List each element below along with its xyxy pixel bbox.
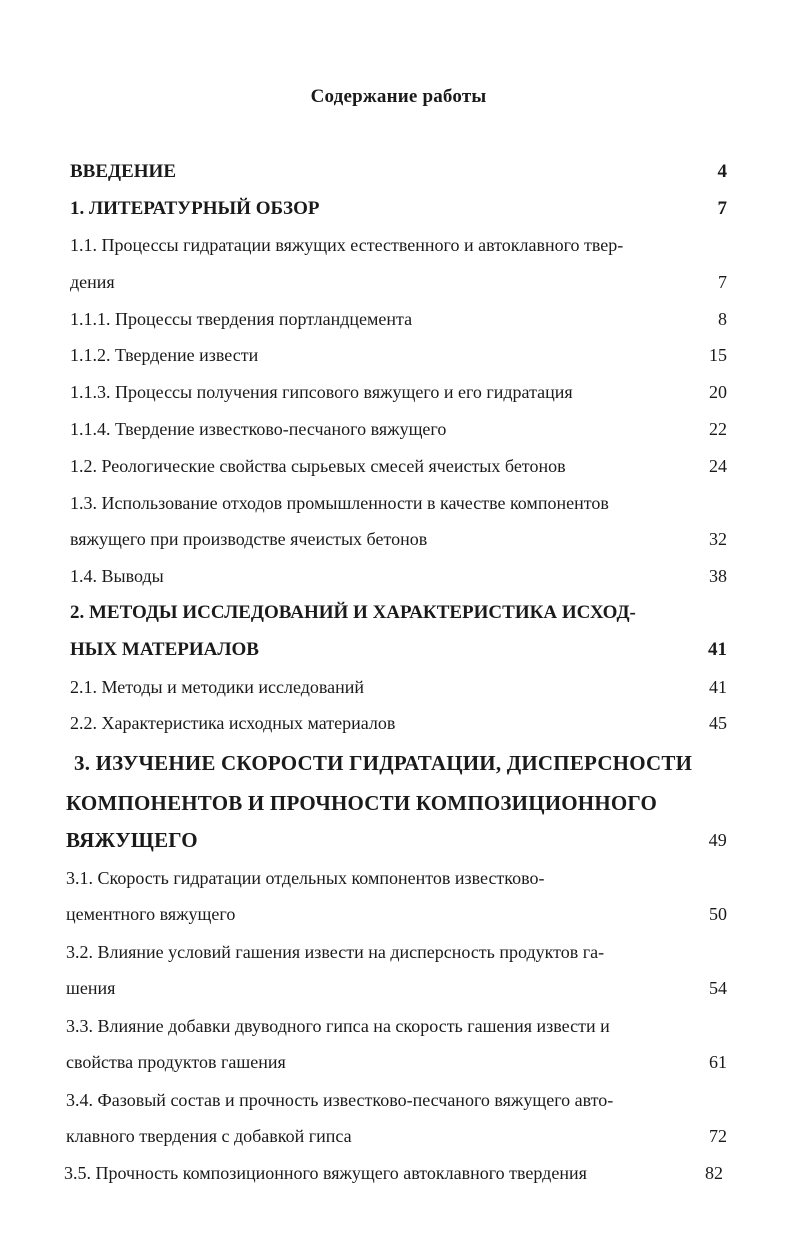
toc-page: 7 [718, 272, 727, 292]
toc-page: 7 [717, 198, 727, 219]
toc-line [70, 414, 727, 444]
toc-page: 41 [708, 639, 727, 660]
toc-page: 15 [709, 345, 727, 365]
toc-page: 38 [709, 566, 727, 586]
toc-line [66, 1011, 727, 1041]
toc-text: 1.1. Процессы гидратации вяжущих естественного и автоклавного твер- [70, 235, 624, 255]
toc-line [74, 748, 727, 778]
toc-line [66, 825, 727, 855]
toc-text: 3.3. Влияние добавки двуводного гипса на скорость гашения извести и [66, 1016, 610, 1036]
toc-text: НЫХ МАТЕРИАЛОВ [70, 639, 259, 660]
toc-line [70, 672, 727, 702]
toc-line [70, 708, 727, 738]
toc-text: вяжущего при производстве ячеистых бетонов [70, 529, 428, 549]
toc-page: 32 [709, 529, 727, 549]
toc-page: 22 [709, 419, 727, 439]
toc-page: 61 [709, 1052, 727, 1072]
toc-text: 1.1.3. Процессы получения гипсового вяжущего и его гидратация [70, 382, 573, 402]
toc-line [66, 1047, 727, 1077]
toc-page: 24 [709, 456, 727, 476]
toc-text: КОМПОНЕНТОВ И ПРОЧНОСТИ КОМПОЗИЦИОННОГО [66, 791, 657, 815]
toc-line [70, 377, 727, 407]
toc-text: 3.2. Влияние условий гашения извести на дисперсность продуктов га- [66, 942, 605, 962]
toc-page: 82 [705, 1163, 723, 1183]
toc-text: дения [70, 272, 115, 292]
toc-text: 1.1.1. Процессы твердения портландцемента [70, 309, 413, 329]
toc-page: 20 [709, 382, 727, 402]
toc-page: 8 [718, 309, 727, 329]
toc-text: 1.3. Использование отходов промышленности в качестве компонентов [70, 493, 609, 513]
toc-line [66, 973, 727, 1003]
page-title: Содержание работы [310, 86, 487, 107]
toc-line [66, 788, 727, 818]
toc-line [70, 340, 727, 370]
toc-line [70, 635, 727, 665]
toc-text: 1.1.4. Твердение известково-песчаного вяжущего [70, 419, 447, 439]
toc-line [70, 194, 727, 224]
toc-line [66, 863, 727, 893]
toc-line [66, 937, 727, 967]
toc-line [70, 488, 727, 518]
toc-line [66, 899, 727, 929]
toc-line [66, 1085, 727, 1115]
toc-line [70, 230, 727, 260]
toc-page: 4 [717, 161, 727, 182]
toc-line [64, 1158, 723, 1188]
toc-line [70, 598, 727, 628]
toc-line [70, 524, 727, 554]
toc-page: 49 [708, 830, 727, 850]
toc-text: цементного вяжущего [66, 904, 236, 924]
toc-line [70, 157, 727, 187]
toc-text: клавного твердения с добавкой гипса [66, 1126, 352, 1146]
toc-text: 3.1. Скорость гидратации отдельных компонентов известково- [66, 868, 545, 888]
toc-text: 3.5. Прочность композиционного вяжущего автоклавного твердения [64, 1163, 587, 1183]
toc-text: свойства продуктов гашения [66, 1052, 286, 1072]
toc-page: 45 [709, 713, 727, 733]
toc-line [70, 267, 727, 297]
toc-page: 54 [709, 978, 727, 998]
toc-page: 72 [709, 1126, 727, 1146]
toc-text: шения [66, 978, 116, 998]
toc-line [66, 1121, 727, 1151]
toc-line [70, 304, 727, 334]
toc-text: 1.4. Выводы [70, 566, 164, 586]
toc-line [70, 451, 727, 481]
toc-text: ВЯЖУЩЕГО [66, 828, 198, 852]
toc-text: ВВЕДЕНИЕ [70, 161, 176, 182]
toc-text: 2. МЕТОДЫ ИССЛЕДОВАНИЙ И ХАРАКТЕРИСТИКА ИСХОД- [70, 602, 636, 623]
toc-text: 1.2. Реологические свойства сырьевых смесей ячеистых бетонов [70, 456, 566, 476]
toc-line [70, 561, 727, 591]
toc-page: 41 [709, 677, 727, 697]
toc-text: 1.1.2. Твердение извести [70, 345, 259, 365]
toc-text: 2.2. Характеристика исходных материалов [70, 713, 396, 733]
toc-text: 3. ИЗУЧЕНИЕ СКОРОСТИ ГИДРАТАЦИИ, ДИСПЕРСНОСТИ [74, 751, 693, 775]
toc-page: 50 [709, 904, 727, 924]
toc-text: 1. ЛИТЕРАТУРНЫЙ ОБЗОР [70, 198, 320, 219]
toc-text: 2.1. Методы и методики исследований [70, 677, 365, 697]
toc-text: 3.4. Фазовый состав и прочность известково-песчаного вяжущего авто- [66, 1090, 614, 1110]
